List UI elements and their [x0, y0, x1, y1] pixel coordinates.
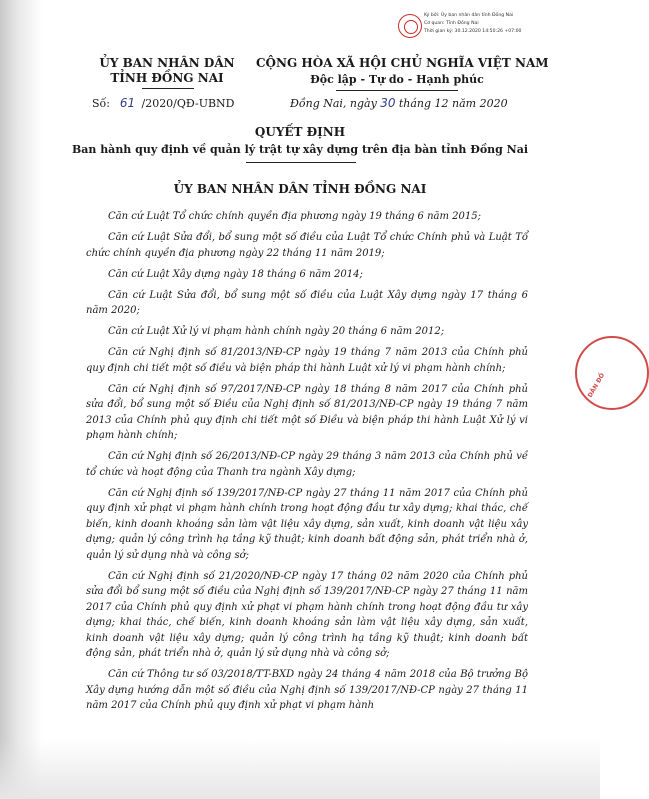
stamp-text: DÂN ĐỒ: [586, 372, 607, 399]
basis-paragraph: Căn cứ Nghị định số 81/2013/NĐ-CP ngày 19 tháng 7 năm 2013 của Chính phủ quy định chi tiết một số điều và biện pháp thi hành Luật xử lý vi phạm hành chính;: [86, 347, 528, 374]
basis-paragraph: Căn cứ Luật Sửa đổi, bổ sung một số điều của Luật Xây dựng ngày 17 tháng 6 năm 2020;: [86, 289, 528, 316]
nation-motto: Độc lập - Tự do - Hạnh phúc: [310, 73, 484, 86]
scan-edge-shadow: [0, 0, 42, 799]
number-suffix: /2020/QĐ-UBND: [141, 97, 235, 110]
esig-time: Thời gian ký: 30.12.2020 14:50:26 +07:00: [424, 29, 522, 34]
nation-title: CỘNG HÒA XÃ HỘI CHỦ NGHĨA VIỆT NAM: [256, 56, 549, 70]
date-day-handwritten: 30: [380, 96, 396, 110]
number-handwritten: 61: [119, 96, 136, 110]
basis-paragraph: Căn cứ Luật Xử lý vi phạm hành chính ngày 20 tháng 6 năm 2012;: [108, 326, 445, 337]
date-prefix: Đồng Nai, ngày: [290, 97, 377, 110]
legal-bases: [86, 209, 528, 717]
issuer-underline: [142, 88, 194, 89]
scan-bottom-shade: [0, 739, 600, 799]
basis-paragraph: Căn cứ Nghị định số 21/2020/NĐ-CP ngày 17 tháng 02 năm 2020 của Chính phủ sửa đổi bổ sung một số điều của Nghị định số 139/2017/NĐ-CP ngày 27 tháng 11 năm 2017 của Chính phủ quy định xử phạt vi phạm hành chính trong hoạt động đầu tư xây dựng; khai thác, chế biến, kinh doanh khoáng sản làm vật liệu xây dựng, sản xuất, kinh doanh vật liệu xây dựng; quản lý công trình hạ tầng kỹ thuật; kinh doanh bất động sản, phát triển nhà ở, quản lý sử dụng nhà và công sở;: [86, 570, 528, 659]
basis-paragraph: Căn cứ Nghị định số 139/2017/NĐ-CP ngày 27 tháng 11 năm 2017 của Chính phủ quy định xử phạt vi phạm hành chính trong hoạt động đầu tư xây dựng; khai thác, chế biến, kinh doanh khoáng sản làm vật liệu xây dựng, sản xuất, kinh doanh vật liệu xây dựng; quản lý công trình hạ tầng kỹ thuật; kinh doanh bất động sản, phát triển nhà ở, quản lý sử dụng nhà và công sở;: [86, 487, 528, 561]
basis-paragraph: Căn cứ Luật Tổ chức chính quyền địa phương ngày 19 tháng 6 năm 2015;: [108, 211, 481, 222]
esig-signer: Ký bởi: Ủy ban nhân dân tỉnh Đồng Nai: [424, 13, 514, 18]
place-date: [290, 96, 508, 110]
motto-underline: [336, 90, 458, 91]
document-subject: Ban hành quy định về quản lý trật tự xây dựng trên địa bàn tỉnh Đồng Nai: [71, 143, 529, 156]
document-type: QUYẾT ĐỊNH: [254, 125, 346, 139]
issuer-line-2: TỈNH ĐỒNG NAI: [110, 71, 224, 85]
signature-seal-icon: [398, 14, 422, 38]
basis-paragraph: Căn cứ Nghị định số 26/2013/NĐ-CP ngày 29 tháng 3 năm 2013 của Chính phủ về tổ chức và hoạt động của Thanh tra ngành Xây dựng;: [86, 451, 528, 478]
basis-paragraph: Căn cứ Nghị định số 97/2017/NĐ-CP ngày 18 tháng 8 năm 2017 của Chính phủ sửa đổi, bổ sung một số Điều của Nghị định số 81/2013/NĐ-CP ngày 19 tháng 7 năm 2013 của Chính phủ quy định chi tiết một số Điều và biện pháp thi hành Luật Xử lý vi phạm hành chính;: [86, 383, 528, 441]
issuing-authority: ỦY BAN NHÂN DÂN TỈNH ĐỒNG NAI: [173, 182, 427, 196]
subject-underline: [246, 162, 356, 163]
basis-paragraph: Căn cứ Thông tư số 03/2018/TT-BXD ngày 24 tháng 4 năm 2018 của Bộ trưởng Bộ Xây dựng hướng dẫn một số điều của Nghị định số 139/2017/NĐ-CP ngày 27 tháng 11 năm 2017 của Chính phủ quy định xử phạt vi phạm hành: [86, 669, 528, 711]
issuer-line-1: ỦY BAN NHÂN DÂN: [99, 56, 235, 70]
document-number: [92, 96, 235, 110]
number-prefix: Số:: [92, 97, 110, 110]
red-stamp-partial: [575, 336, 649, 410]
basis-paragraph: Căn cứ Luật Xây dựng ngày 18 tháng 6 năm 2014;: [108, 268, 363, 280]
basis-paragraph: Căn cứ Luật Sửa đổi, bổ sung một số điều của Luật Tổ chức Chính phủ và Luật Tổ chức chính quyền địa phương ngày 22 tháng 11 năm 2019;: [86, 232, 528, 259]
esig-org: Cơ quan: Tỉnh Đồng Nai: [424, 21, 479, 26]
date-suffix: tháng 12 năm 2020: [398, 97, 508, 110]
